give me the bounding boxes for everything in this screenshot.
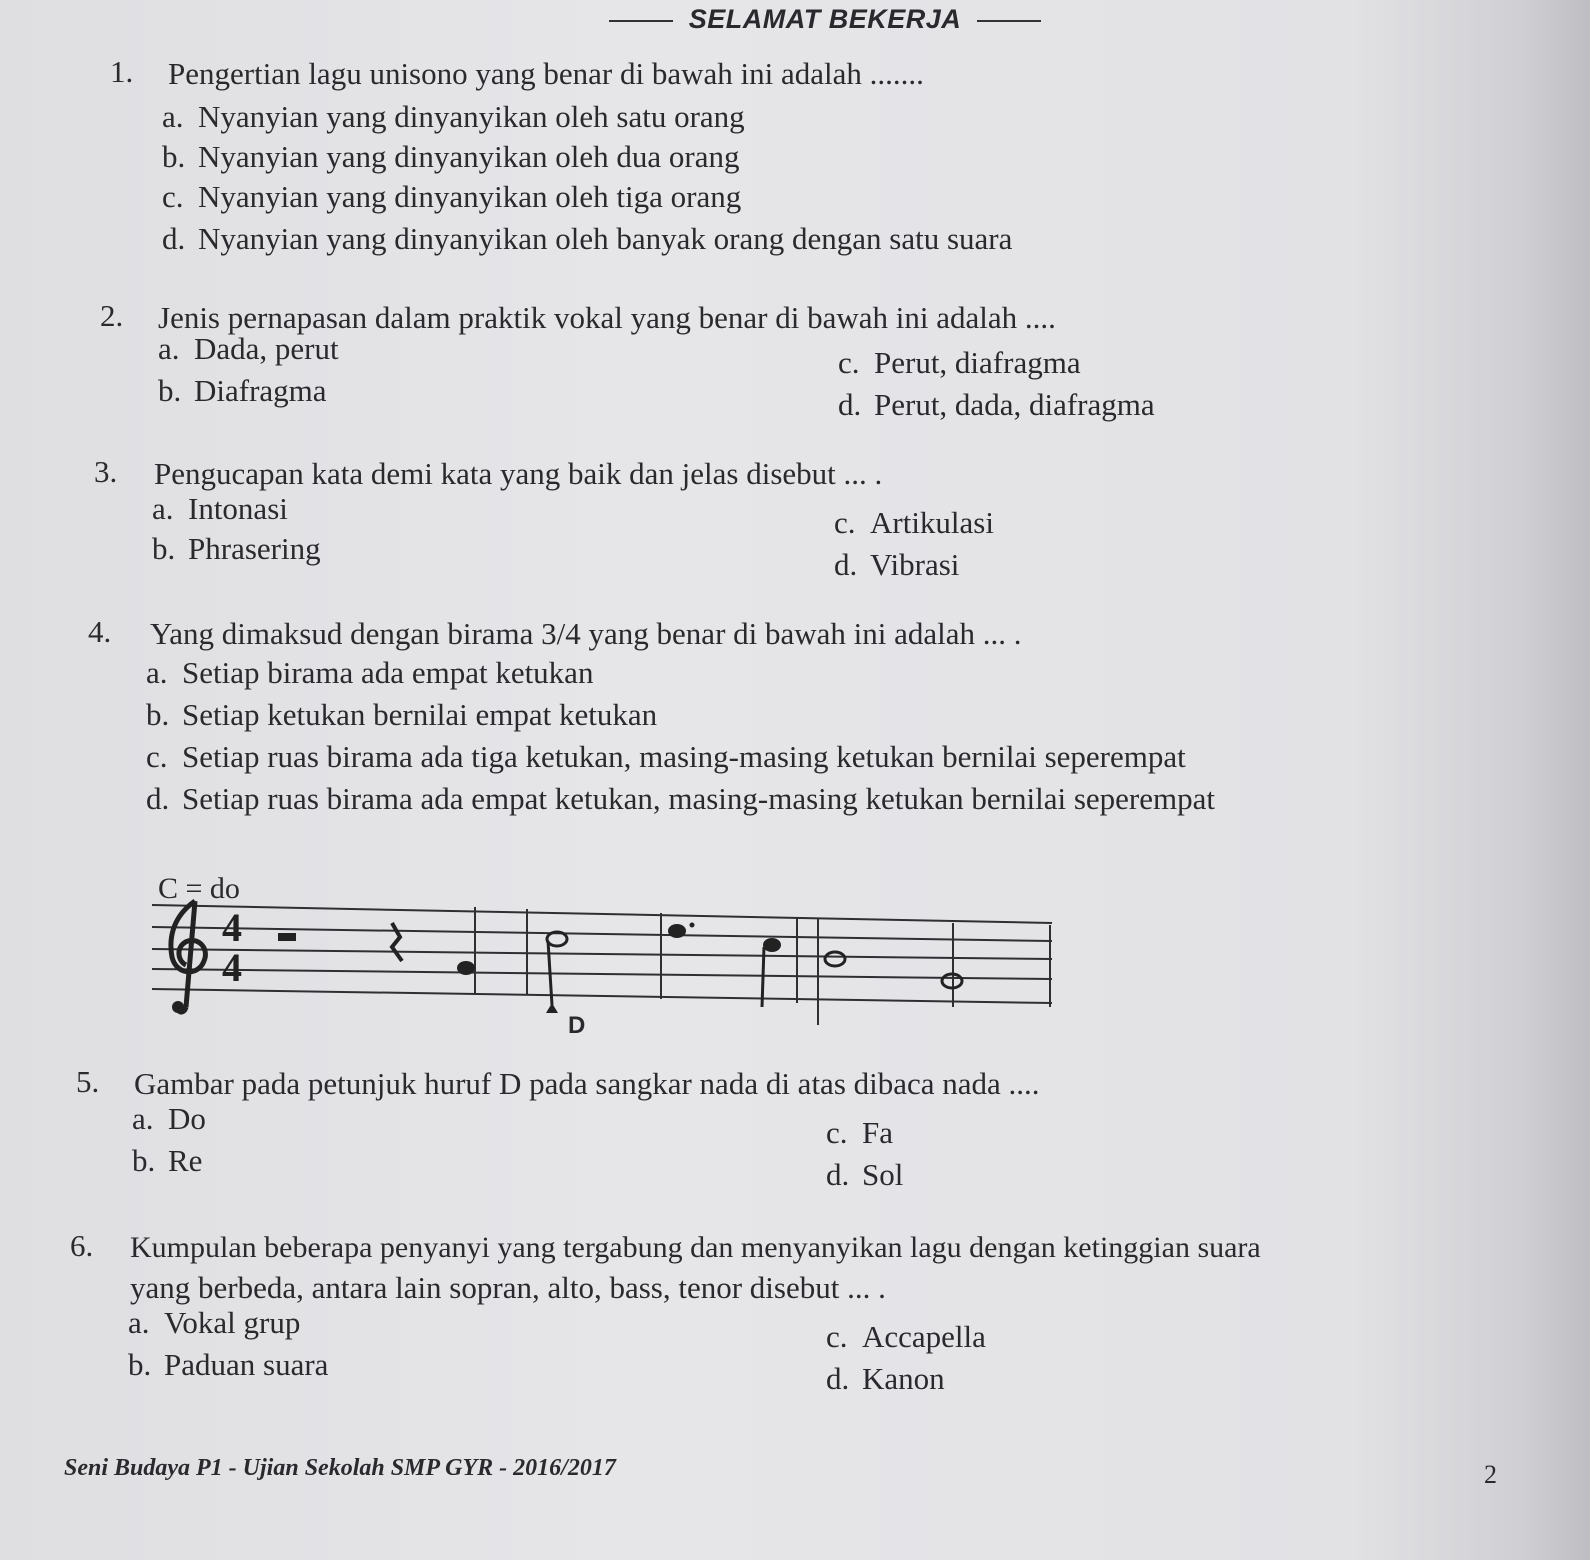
option-letter: a. <box>158 331 180 366</box>
option-letter: b. <box>162 139 186 174</box>
option-letter: b. <box>128 1347 152 1382</box>
question-number: 3. <box>94 454 118 489</box>
option-text: Setiap birama ada empat ketukan <box>182 655 594 690</box>
question-number: 4. <box>88 614 112 649</box>
option-text: Phrasering <box>188 531 321 566</box>
option-a[interactable] <box>162 98 745 136</box>
option-d[interactable] <box>826 1360 945 1398</box>
key-label: C = do <box>158 872 240 905</box>
option-a[interactable] <box>152 490 288 528</box>
option-text: Setiap ruas birama ada tiga ketukan, masing-masing ketukan bernilai seperempat <box>182 739 1186 774</box>
option-letter: a. <box>132 1101 154 1136</box>
option-letter: d. <box>826 1157 850 1192</box>
question-stem: Pengucapan kata demi kata yang baik dan jelas disebut ... . <box>154 456 883 491</box>
option-text: Setiap ketukan bernilai empat ketukan <box>182 697 658 732</box>
option-letter: a. <box>128 1305 150 1340</box>
option-text: Vibrasi <box>870 547 960 582</box>
dotted-note <box>668 924 686 938</box>
option-a[interactable] <box>132 1100 206 1138</box>
question-stem-continued: yang berbeda, antara lain sopran, alto, bass, tenor disebut ... . <box>130 1270 886 1305</box>
music-staff <box>0 895 1100 1035</box>
option-text: Nyanyian yang dinyanyikan oleh tiga orang <box>198 179 742 214</box>
option-a[interactable] <box>146 654 593 692</box>
bleed-through-decoration: ⠀ <box>860 111 910 183</box>
page-footer: Seni Budaya P1 - Ujian Sekolah SMP GYR - 2016/2017 <box>64 1455 616 1481</box>
time-signature-top: 4 <box>222 905 242 950</box>
staff-line <box>152 969 1052 979</box>
option-text: Sol <box>862 1157 904 1192</box>
option-text: Perut, diafragma <box>874 345 1081 380</box>
page-header <box>590 4 1060 35</box>
question-number: 1. <box>110 54 134 89</box>
note-dot <box>690 923 695 928</box>
option-b[interactable] <box>162 138 740 176</box>
option-text: Diafragma <box>194 373 327 408</box>
option-letter: b. <box>152 531 176 566</box>
option-text: Nyanyian yang dinyanyikan oleh satu orang <box>198 99 745 134</box>
option-letter: d. <box>838 387 862 422</box>
half-rest <box>278 933 296 941</box>
option-c[interactable] <box>146 738 1186 776</box>
option-c[interactable] <box>838 344 1081 382</box>
question-number: 6. <box>70 1228 94 1263</box>
option-text: Kanon <box>862 1361 945 1396</box>
option-d[interactable] <box>834 546 959 584</box>
option-a[interactable] <box>128 1304 300 1342</box>
option-text: Paduan suara <box>164 1347 329 1382</box>
option-c[interactable] <box>162 178 741 216</box>
option-c[interactable] <box>826 1318 986 1356</box>
option-letter: d. <box>834 547 858 582</box>
option-letter: d. <box>146 781 170 816</box>
option-text: Artikulasi <box>870 505 994 540</box>
option-d[interactable] <box>826 1156 903 1194</box>
note-stem <box>762 947 764 1007</box>
option-text: Intonasi <box>188 491 288 526</box>
option-text: Do <box>168 1101 206 1136</box>
treble-clef <box>171 901 206 1012</box>
option-text: Accapella <box>862 1319 986 1354</box>
option-letter: a. <box>146 655 168 690</box>
header-rule-left <box>609 20 673 22</box>
question-stem: Jenis pernapasan dalam praktik vokal yang benar di bawah ini adalah .... <box>158 300 1056 335</box>
option-letter: c. <box>146 739 168 774</box>
pointer-label: D <box>568 1012 586 1039</box>
option-letter: c. <box>826 1115 848 1150</box>
option-letter: c. <box>838 345 860 380</box>
note <box>457 961 475 975</box>
option-text: Nyanyian yang dinyanyikan oleh dua orang <box>198 139 740 174</box>
note <box>763 938 781 952</box>
staff-line <box>152 949 1052 959</box>
question-number: 2. <box>100 298 124 333</box>
question-stem: Yang dimaksud dengan birama 3/4 yang benar di bawah ini adalah ... . <box>150 616 1022 651</box>
option-text: Re <box>168 1143 203 1178</box>
option-text: Nyanyian yang dinyanyikan oleh banyak orang dengan satu suara <box>198 221 1013 256</box>
option-letter: d. <box>162 221 186 256</box>
header-title: SELAMAT BEKERJA <box>688 4 962 34</box>
option-letter: c. <box>834 505 856 540</box>
option-letter: b. <box>132 1143 156 1178</box>
question-stem: Kumpulan beberapa penyanyi yang tergabung dan menyanyikan lagu dengan ketinggian suara <box>130 1231 1261 1264</box>
option-c[interactable] <box>834 504 994 542</box>
question-stem: Pengertian lagu unisono yang benar di bawah ini adalah ....... <box>168 56 924 91</box>
option-letter: c. <box>826 1319 848 1354</box>
option-d[interactable] <box>838 386 1155 424</box>
page-number: 2 <box>1484 1460 1497 1489</box>
half-note <box>825 952 845 966</box>
staff-line <box>152 989 1052 1003</box>
option-text: Dada, perut <box>194 331 339 366</box>
option-letter: b. <box>146 697 170 732</box>
staff-line <box>152 905 1052 923</box>
clef-dot <box>172 1001 184 1013</box>
option-a[interactable] <box>158 330 339 368</box>
option-text: Fa <box>862 1115 893 1150</box>
option-c[interactable] <box>826 1114 893 1152</box>
option-b[interactable] <box>152 530 321 568</box>
option-letter: d. <box>826 1361 850 1396</box>
option-d[interactable] <box>162 220 1012 258</box>
option-b[interactable] <box>158 372 327 410</box>
time-signature-bottom: 4 <box>222 945 242 990</box>
option-text: Perut, dada, diafragma <box>874 387 1155 422</box>
option-b[interactable] <box>128 1346 328 1384</box>
option-letter: a. <box>162 99 184 134</box>
question-number: 5. <box>76 1064 100 1099</box>
pointer-arrow <box>546 1003 558 1013</box>
option-letter: b. <box>158 373 182 408</box>
option-letter: c. <box>162 179 184 214</box>
option-letter: a. <box>152 491 174 526</box>
header-rule-right <box>977 20 1041 22</box>
option-text: Vokal grup <box>164 1305 301 1340</box>
option-b[interactable] <box>132 1142 202 1180</box>
quarter-rest <box>392 923 402 961</box>
option-text: Setiap ruas birama ada empat ketukan, masing-masing ketukan bernilai seperempat <box>182 781 1215 816</box>
question-stem: Gambar pada petunjuk huruf D pada sangkar nada di atas dibaca nada .... <box>134 1066 1040 1101</box>
option-b[interactable] <box>146 696 657 734</box>
option-d[interactable] <box>146 780 1215 818</box>
